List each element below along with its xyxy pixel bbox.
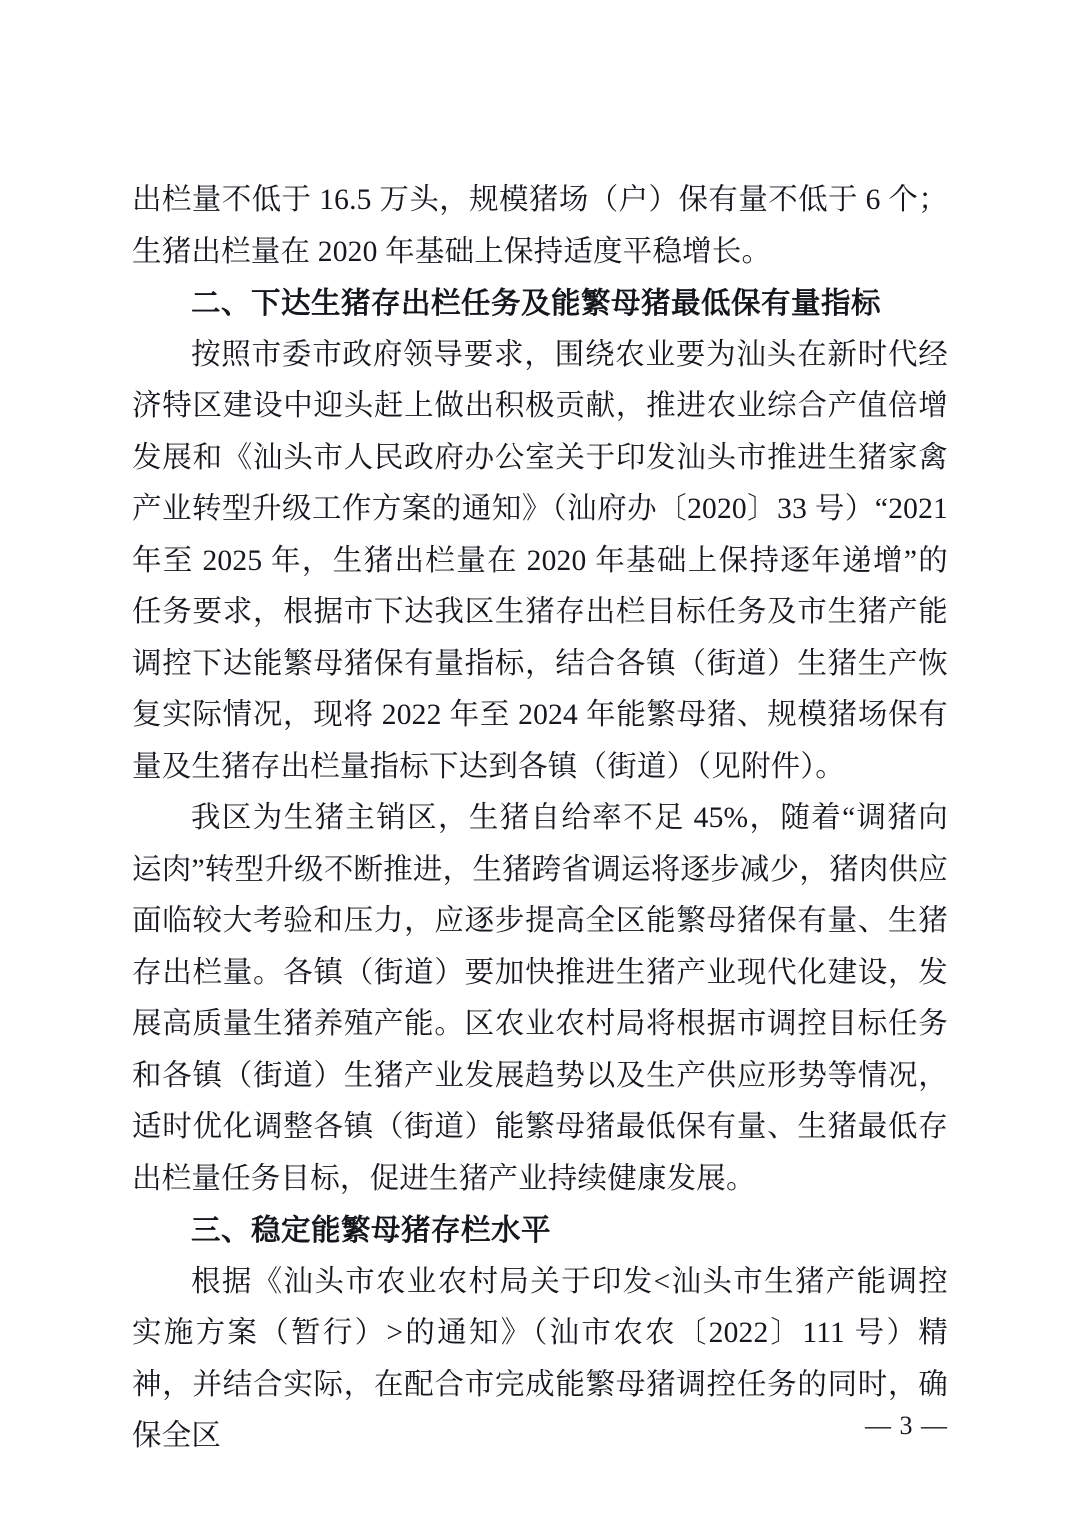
paragraph-continued-opening: 出栏量不低于 16.5 万头，规模猪场（户）保有量不低于 6 个；生猪出栏量在 2020 年基础上保持适度平稳增长。 [132,184,948,268]
document-body [132,175,948,1463]
section-heading-two: 二、下达生猪存出栏任务及能繁母猪最低保有量指标 [191,287,882,320]
page-number: — 3 — [865,1411,948,1440]
paragraph-section-two-first: 按照市委市政府领导要求，围绕农业要为汕头在新时代经济特区建设中迎头赶上做出积极贡献，推进农业综合产值倍增发展和《汕头市人民政府办公室关于印发汕头市推进生猪家禽产业转型升级工作方案的通知》（汕府办〔2020〕33 号）“2021 年至 2025 年，生猪出栏量在 2020 年基础上保持逐年递增”的任务要求，根据市下达我区生猪存出栏目标任务及市生猪产能调控下达能繁母猪保有量指标，结合各镇（街道）生猪生产恢复实际情况，现将 2022 年至 2024 年能繁母猪、规模猪场保有量及生猪存出栏量指标下达到各镇（街道）（见附件）。 [132,338,948,783]
paragraph-section-three-first: 根据《汕头市农业农村局关于印发<汕头市生猪产能调控实施方案（暂行）>的通知》（汕市农农〔2022〕111 号）精神，并结合实际，在配合市完成能繁母猪调控任务的同时，确保全区 [132,1265,948,1452]
paragraph-section-two-second: 我区为生猪主销区，生猪自给率不足 45%，随着“调猪向运肉”转型升级不断推进，生猪跨省调运将逐步减少，猪肉供应面临较大考验和压力，应逐步提高全区能繁母猪保有量、生猪存出栏量。各镇（街道）要加快推进生猪产业现代化建设，发展高质量生猪养殖产能。区农业农村局将根据市调控目标任务和各镇（街道）生猪产业发展趋势以及生产供应形势等情况，适时优化调整各镇（街道）能繁母猪最低保有量、生猪最低存出栏量任务目标，促进生猪产业持续健康发展。 [132,802,948,1195]
section-heading-three: 三、稳定能繁母猪存栏水平 [191,1214,552,1247]
